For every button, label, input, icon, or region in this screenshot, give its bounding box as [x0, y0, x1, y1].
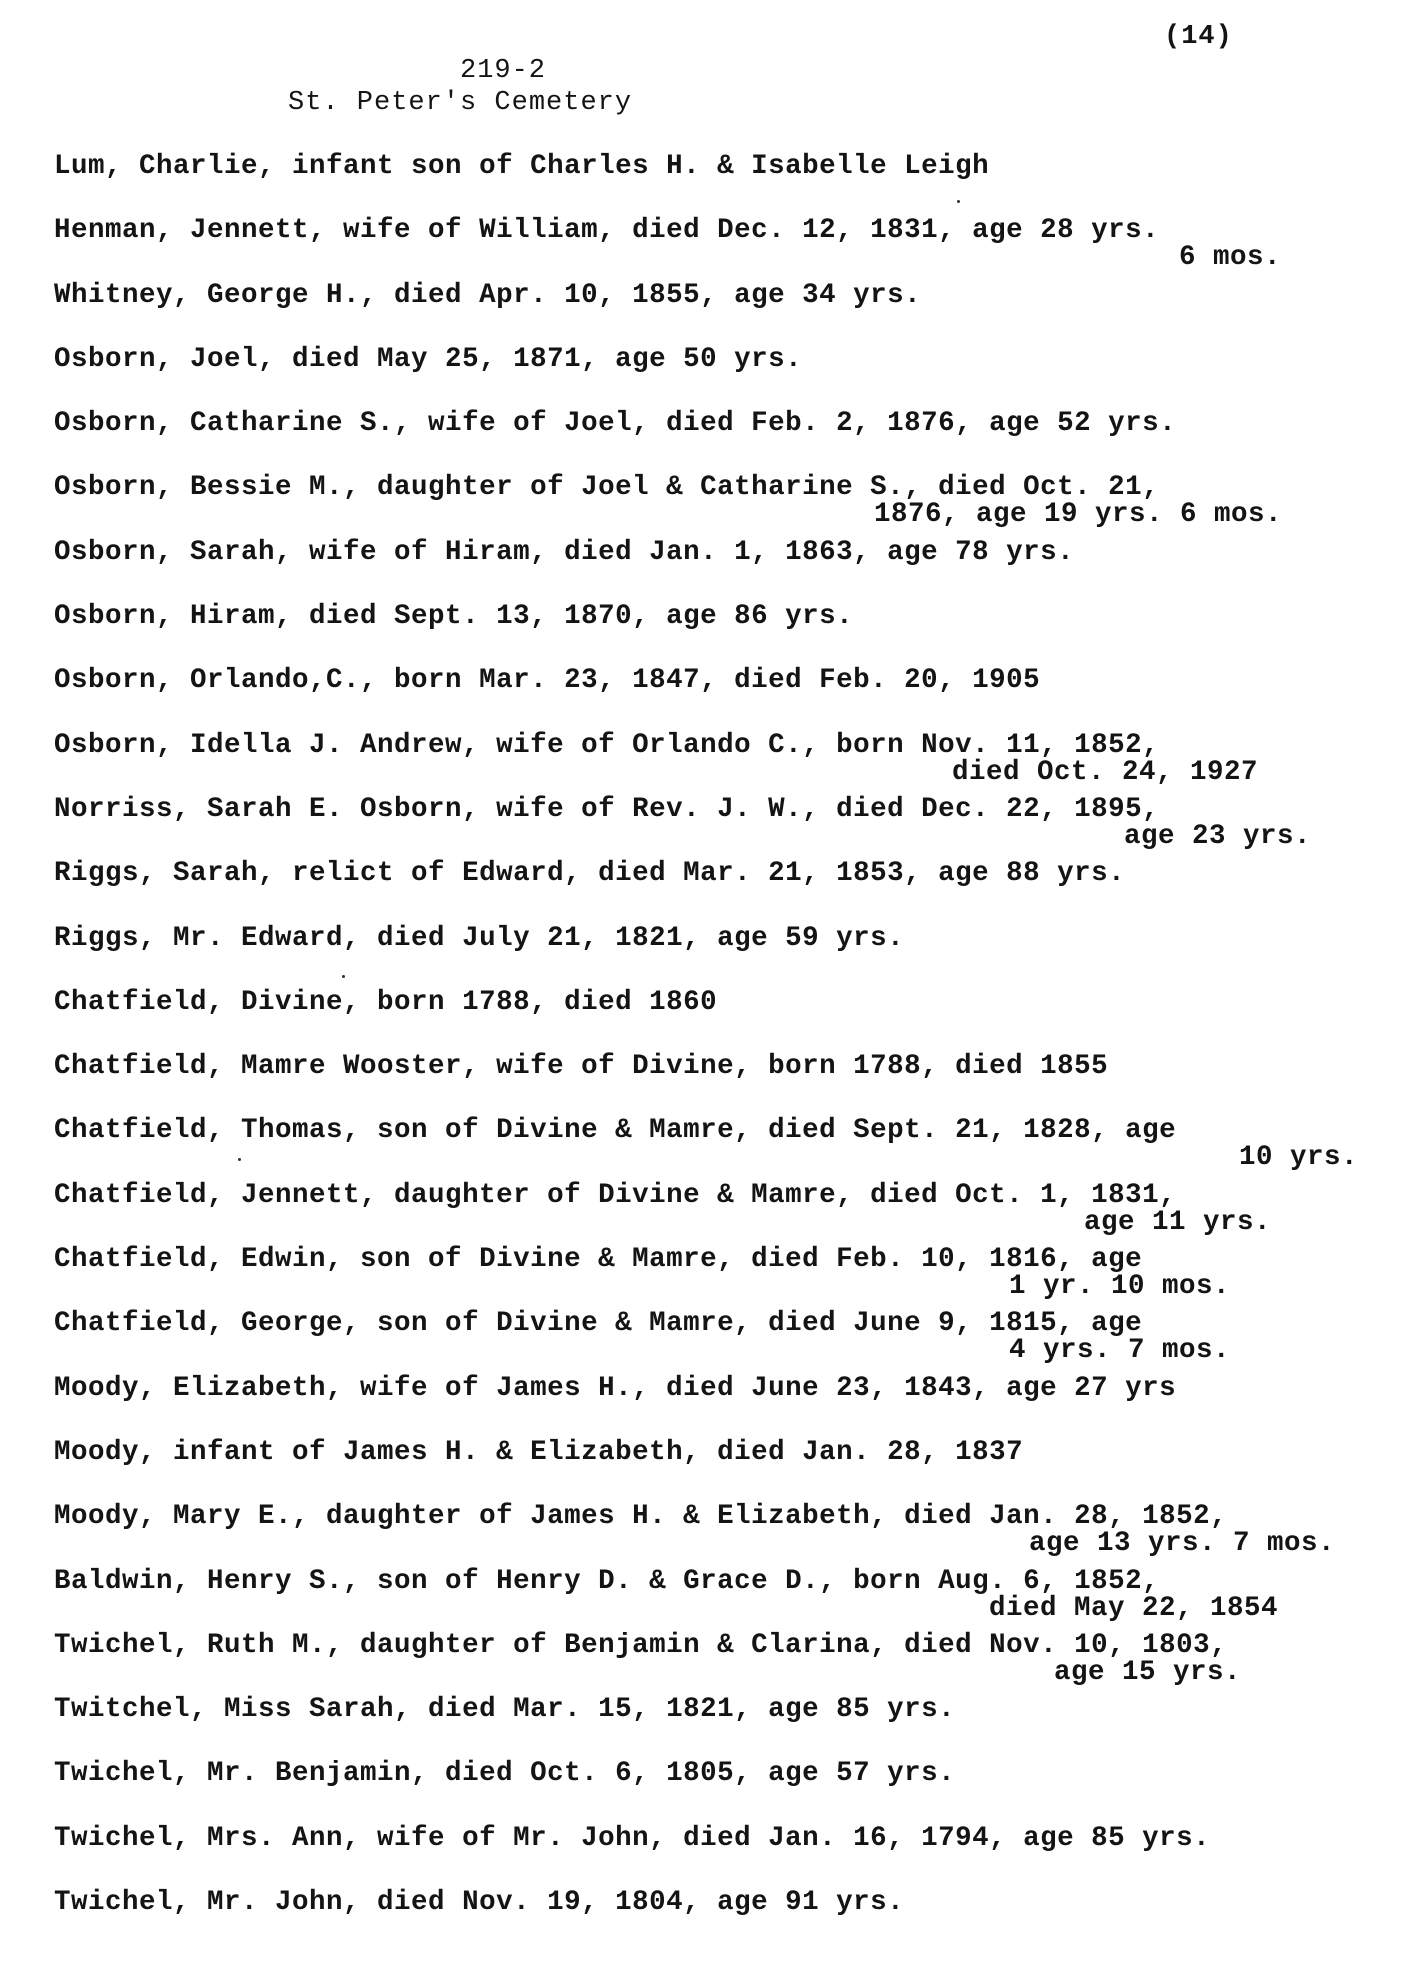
burial-record [54, 1822, 1404, 1886]
record-text: Twichel, Mrs. Ann, wife of Mr. John, died Jan. 16, 1794, age 85 yrs. [54, 1822, 1211, 1854]
record-continuation: age 23 yrs. [1124, 820, 1312, 852]
record-continuation: age 11 yrs. [1084, 1206, 1272, 1238]
record-text: Twitchel, Miss Sarah, died Mar. 15, 1821, age 85 yrs. [54, 1694, 956, 1726]
record-continuation: 4 yrs. 7 mos. [1009, 1335, 1231, 1367]
burial-record [54, 1114, 1404, 1178]
record-continuation: 1876, age 19 yrs. 6 mos. [874, 499, 1283, 531]
burial-record [54, 1500, 1404, 1564]
page-number: (14) [1164, 22, 1233, 52]
record-continuation: 1 yr. 10 mos. [1009, 1271, 1231, 1303]
burial-record [54, 1693, 1404, 1757]
document-code: 219-2 [460, 56, 547, 86]
stray-mark [957, 200, 960, 203]
stray-mark [342, 975, 345, 978]
record-text: Osborn, Catharine S., wife of Joel, died Feb. 2, 1876, age 52 yrs. [54, 408, 1177, 440]
burial-record [54, 729, 1404, 793]
record-text: Twichel, Ruth M., daughter of Benjamin & Clarina, died Nov. 10, 1803, [54, 1629, 1228, 1661]
burial-record [54, 343, 1404, 407]
burial-record [54, 1436, 1404, 1500]
record-text: Chatfield, George, son of Divine & Mamre, died June 9, 1815, age [54, 1308, 1143, 1340]
burial-record [54, 1629, 1404, 1693]
record-text: Osborn, Orlando,C., born Mar. 23, 1847, died Feb. 20, 1905 [54, 665, 1041, 697]
record-text: Lum, Charlie, infant son of Charles H. & Isabelle Leigh [54, 151, 990, 182]
burial-record [54, 214, 1404, 278]
record-text: Osborn, Hiram, died Sept. 13, 1870, age 86 yrs. [54, 601, 854, 633]
record-text: Moody, Mary E., daughter of James H. & Elizabeth, died Jan. 28, 1852, [54, 1501, 1228, 1533]
page-title: St. Peter's Cemetery [288, 88, 633, 118]
record-text: Chatfield, Divine, born 1788, died 1860 [54, 986, 718, 1018]
record-text: Twichel, Mr. Benjamin, died Oct. 6, 1805, age 57 yrs. [54, 1758, 956, 1790]
record-continuation: died May 22, 1854 [989, 1592, 1279, 1624]
burial-record [54, 1757, 1404, 1821]
record-text: Chatfield, Mamre Wooster, wife of Divine, born 1788, died 1855 [54, 1051, 1109, 1083]
burial-record [54, 857, 1404, 921]
record-text: Chatfield, Jennett, daughter of Divine & Mamre, died Oct. 1, 1831, [54, 1179, 1177, 1211]
burial-record [54, 150, 1404, 214]
record-text: Riggs, Mr. Edward, died July 21, 1821, age 59 yrs. [54, 922, 905, 954]
record-continuation: age 15 yrs. [1054, 1656, 1242, 1688]
burial-record [54, 471, 1404, 535]
record-text: Baldwin, Henry S., son of Henry D. & Grace D., born Aug. 6, 1852, [54, 1565, 1160, 1597]
burial-record [54, 1886, 1404, 1950]
burial-record [54, 1307, 1404, 1371]
record-text: Chatfield, Edwin, son of Divine & Mamre, died Feb. 10, 1816, age [54, 1244, 1143, 1276]
record-continuation: 10 yrs. [1239, 1142, 1359, 1174]
record-text: Whitney, George H., died Apr. 10, 1855, age 34 yrs. [54, 279, 922, 311]
burial-record-list [54, 150, 1404, 1950]
burial-record [54, 986, 1404, 1050]
stray-mark [238, 1158, 241, 1161]
burial-record [54, 664, 1404, 728]
burial-record [54, 1372, 1404, 1436]
burial-record [54, 1050, 1404, 1114]
record-text: Osborn, Joel, died May 25, 1871, age 50 yrs. [54, 343, 803, 375]
record-text: Norriss, Sarah E. Osborn, wife of Rev. J. W., died Dec. 22, 1895, [54, 793, 1160, 825]
record-text: Osborn, Sarah, wife of Hiram, died Jan. 1, 1863, age 78 yrs. [54, 536, 1075, 568]
record-continuation: died Oct. 24, 1927 [952, 756, 1259, 788]
record-text: Riggs, Sarah, relict of Edward, died Mar. 21, 1853, age 88 yrs. [54, 858, 1126, 890]
record-text: Twichel, Mr. John, died Nov. 19, 1804, age 91 yrs. [54, 1887, 905, 1919]
burial-record [54, 1243, 1404, 1307]
burial-record [54, 600, 1404, 664]
burial-record [54, 279, 1404, 343]
burial-record [54, 1565, 1404, 1629]
burial-record [54, 536, 1404, 600]
burial-record [54, 407, 1404, 471]
record-text: Henman, Jennett, wife of William, died Dec. 12, 1831, age 28 yrs. [54, 215, 1160, 247]
record-text: Osborn, Idella J. Andrew, wife of Orlando C., born Nov. 11, 1852, [54, 729, 1160, 761]
burial-record [54, 922, 1404, 986]
record-text: Osborn, Bessie M., daughter of Joel & Catharine S., died Oct. 21, [54, 472, 1160, 504]
record-text: Chatfield, Thomas, son of Divine & Mamre, died Sept. 21, 1828, age [54, 1115, 1177, 1147]
burial-record [54, 1179, 1404, 1243]
record-text: Moody, infant of James H. & Elizabeth, died Jan. 28, 1837 [54, 1436, 1024, 1468]
record-continuation: 6 mos. [1179, 242, 1282, 274]
burial-record [54, 793, 1404, 857]
record-continuation: age 13 yrs. 7 mos. [1029, 1528, 1336, 1560]
record-text: Moody, Elizabeth, wife of James H., died June 23, 1843, age 27 yrs [54, 1372, 1177, 1404]
